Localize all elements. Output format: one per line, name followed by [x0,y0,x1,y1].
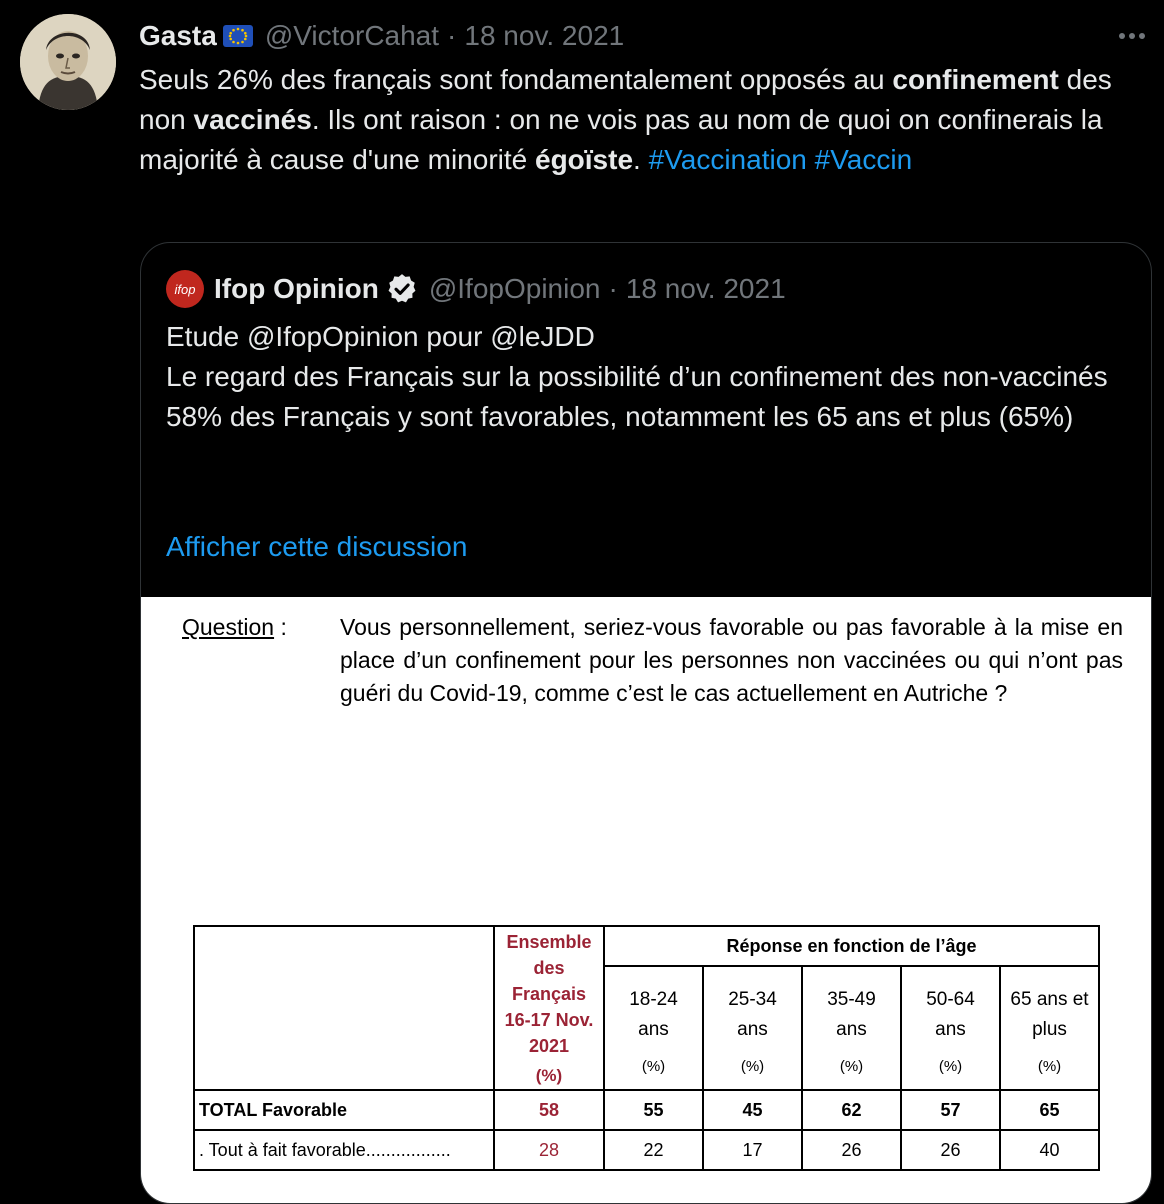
tweet-date[interactable]: 18 nov. 2021 [464,20,625,51]
age-column-header [802,966,901,1090]
tweet-text-segment: des non [139,64,1112,135]
ensemble-header-line: Français [511,984,587,1004]
quoted-author-handle[interactable]: @IfopOpinion [428,273,601,304]
question-label [182,611,287,644]
row-label: . Tout à fait favorable................. [194,1130,494,1170]
age-column-header [604,966,703,1090]
ensemble-unit: (%) [535,1066,563,1085]
tweet-text-bold: égoïste [535,144,634,175]
age-column-line2: ans [737,1019,768,1040]
avatar[interactable] [20,14,116,110]
quoted-line: 58% des Français y sont favorables, notamment les 65 ans et plus (65%) [166,401,1074,432]
age-column-unit: (%) [839,1058,864,1075]
more-dot [1129,33,1135,39]
ifop-logo-text: ifop [174,281,196,297]
ensemble-header-line: Ensemble [506,932,592,952]
age-value: 26 [901,1130,1000,1170]
age-column-line1: 65 ans et [1010,989,1089,1010]
eu-flag-icon [221,23,255,49]
show-thread-link[interactable]: Afficher cette discussion [166,531,468,562]
quoted-tweet-card[interactable] [140,242,1152,1204]
age-value: 17 [703,1130,802,1170]
quoted-author-name[interactable]: Ifop Opinion [214,273,379,304]
ensemble-value: 58 [494,1090,604,1130]
tweet-text-bold: confinement [892,64,1059,95]
age-column-unit: (%) [938,1058,963,1075]
tweet-header [139,18,624,54]
tweet-text-segment: . [633,144,649,175]
age-column-header [901,966,1000,1090]
header-separator: · [447,20,457,51]
table-corner-cell [194,926,494,1090]
ifop-logo[interactable] [166,270,204,308]
poll-results-table [193,925,1100,1171]
age-column-line1: 50-64 [926,989,975,1010]
age-column-unit: (%) [740,1058,765,1075]
table-row [194,1130,1099,1170]
verified-badge-icon [385,272,419,306]
age-value: 65 [1000,1090,1099,1130]
question-label-text: Question [182,614,275,640]
attached-poll-image[interactable] [141,597,1151,1204]
author-handle[interactable]: @VictorCahat [264,20,440,51]
age-column-line1: 25-34 [728,989,777,1010]
quoted-tweet-date[interactable]: 18 nov. 2021 [625,273,786,304]
hashtag-link[interactable]: #Vaccination [648,144,807,175]
age-value: 55 [604,1090,703,1130]
age-column-header [1000,966,1099,1090]
tweet-text-segment [807,144,815,175]
age-column-unit: (%) [1037,1058,1062,1075]
ensemble-header-line: 16-17 Nov. [504,1010,594,1030]
question-colon: : [274,614,287,640]
more-dots-icon[interactable] [1110,22,1154,50]
hashtag-link[interactable]: #Vaccin [814,144,913,175]
ensemble-header-line: des [533,958,565,978]
quoted-line: Le regard des Français sur la possibilité d’un confinement des non-vaccinés [166,361,1108,392]
age-value: 26 [802,1130,901,1170]
age-column-header [703,966,802,1090]
ensemble-value: 28 [494,1130,604,1170]
age-value: 57 [901,1090,1000,1130]
quoted-header-separator: · [608,273,618,304]
age-value: 62 [802,1090,901,1130]
quoted-line: Etude @IfopOpinion pour @leJDD [166,321,595,352]
quoted-tweet-text [166,317,1116,437]
tweet-text [139,60,1139,180]
age-value: 40 [1000,1130,1099,1170]
age-value: 45 [703,1090,802,1130]
ensemble-header [494,926,604,1090]
question-text: Vous personnellement, seriez-vous favorable ou pas favorable à la mise en place d’un confinement pour les personnes non vaccinées ou qui n’ont pas guéri du Covid-19, comme c’est le cas actuellement en Autriche ? [340,614,1123,706]
age-group-header: Réponse en fonction de l’âge [604,926,1099,966]
quoted-tweet-header [166,269,786,309]
more-dot [1139,33,1145,39]
age-column-line2: ans [638,1019,669,1040]
tweet-text-segment: Seuls 26% des français sont fondamentalement opposés au [139,64,893,95]
tweet-text-segment: . Ils ont raison : on ne vois pas au nom de quoi on confinerais la majorité à cause d'une minorité [139,104,1103,175]
author-name[interactable]: Gasta [139,20,217,51]
age-value: 22 [604,1130,703,1170]
tweet-text-bold: vaccinés [193,104,312,135]
age-column-line2: ans [935,1019,966,1040]
age-column-line1: 35-49 [827,989,876,1010]
age-column-line2: ans [836,1019,867,1040]
table-row [194,1090,1099,1130]
row-label: TOTAL Favorable [194,1090,494,1130]
age-column-line2: plus [1032,1019,1067,1040]
portrait-avatar-image [20,14,116,110]
age-column-unit: (%) [641,1058,666,1075]
ensemble-header-line: 2021 [528,1036,570,1056]
more-dot [1119,33,1125,39]
age-column-line1: 18-24 [629,989,678,1010]
